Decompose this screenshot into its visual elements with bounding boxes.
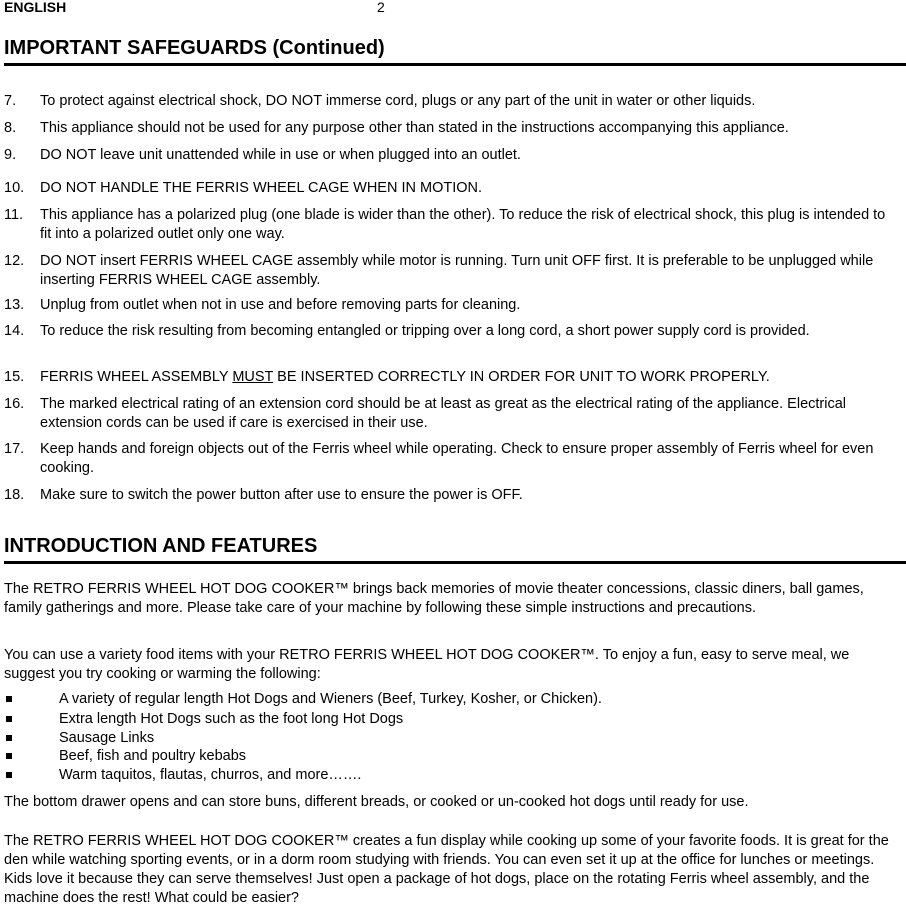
item-text: This appliance should not be used for any purpose other than stated in the instructions accompanying this appliance. [40,120,789,136]
item-number: 11. [4,207,24,223]
item-text: To protect against electrical shock, DO NOT immerse cord, plugs or any part of the unit in water or other liquids. [40,93,756,109]
item-text: This appliance has a polarized plug (one blade is wider than the other). To reduce the risk of electrical shock, this plug is intended to fit into a polarized outlet only one way. [40,207,886,242]
item-number: 17. [4,441,25,457]
item-number: 12. [4,253,25,269]
item-number: 14. [4,323,25,339]
page-number: 2 [377,0,385,15]
bullet-text: Sausage Links [59,730,155,746]
item-number: 15. [4,369,25,385]
item-text: The marked electrical rating of an extension cord should be at least as great as the electrical rating of the appliance. Electrical extension cords can be used if care is exercised in their use. [40,396,846,431]
bullet-icon [6,772,12,778]
item-text: DO NOT HANDLE THE FERRIS WHEEL CAGE WHEN IN MOTION. [40,180,483,196]
bullet-icon [6,735,12,741]
bullet-icon [6,716,12,722]
item-text: To reduce the risk resulting from becoming entangled or tripping over a long cord, a short power supply cord is provided. [40,323,810,339]
intro-paragraph: You can use a variety food items with your RETRO FERRIS WHEEL HOT DOG COOKER™. To enjoy a fun, easy to serve meal, we suggest you try cooking or warming the following: [4,647,850,682]
bullet-text: Warm taquitos, flautas, churros, and more……. [59,767,362,783]
item-number: 7. [4,93,17,109]
bullet-icon [6,753,12,759]
item-text: DO NOT leave unit unattended while in use or when plugged into an outlet. [40,147,521,163]
bullet-text: Extra length Hot Dogs such as the foot long Hot Dogs [59,711,404,727]
item-number: 10. [4,180,25,196]
bullet-text: A variety of regular length Hot Dogs and Wieners (Beef, Turkey, Kosher, or Chicken). [59,691,602,707]
safeguards-heading: IMPORTANT SAFEGUARDS (Continued) [4,37,906,66]
item-text: Keep hands and foreign objects out of the Ferris wheel while operating. Check to ensure proper assembly of Ferris wheel for even cooking. [40,441,874,476]
item-number: 9. [4,147,17,163]
item-text: FERRIS WHEEL ASSEMBLY MUST BE INSERTED CORRECTLY IN ORDER FOR UNIT TO WORK PROPERLY. [40,369,770,385]
intro-paragraph: The RETRO FERRIS WHEEL HOT DOG COOKER™ brings back memories of movie theater concessions, classic diners, ball games, family gatherings and more. Please take care of your machine by following these simple instructions and precautions. [4,581,864,616]
intro-paragraph: The RETRO FERRIS WHEEL HOT DOG COOKER™ creates a fun display while cooking up some of your favorite foods. It is great for the den while watching sporting events, or in a dorm room studying with friends. You can even set it up at the office for lunches or meetings. Kids love it because they can serve themselves! Just open a package of hot dogs, place on the rotating Ferris wheel assembly, and the machine does the rest! What could be easier? [4,833,889,906]
item-number: 8. [4,120,17,136]
item-text: Unplug from outlet when not in use and before removing parts for cleaning. [40,297,521,313]
item-text: Make sure to switch the power button after use to ensure the power is OFF. [40,487,523,503]
item-text: DO NOT insert FERRIS WHEEL CAGE assembly while motor is running. Turn unit OFF first. It is preferable to be unplugged while inserting FERRIS WHEEL CAGE assembly. [40,253,874,288]
item-number: 16. [4,396,25,412]
item-number: 13. [4,297,25,313]
intro-paragraph: The bottom drawer opens and can store buns, different breads, or cooked or un-cooked hot dogs until ready for use. [4,794,749,810]
bullet-text: Beef, fish and poultry kebabs [59,748,247,764]
bullet-icon [6,696,12,702]
item-number: 18. [4,487,25,503]
introduction-heading: INTRODUCTION AND FEATURES [4,535,906,564]
header-language: ENGLISH [4,0,67,15]
